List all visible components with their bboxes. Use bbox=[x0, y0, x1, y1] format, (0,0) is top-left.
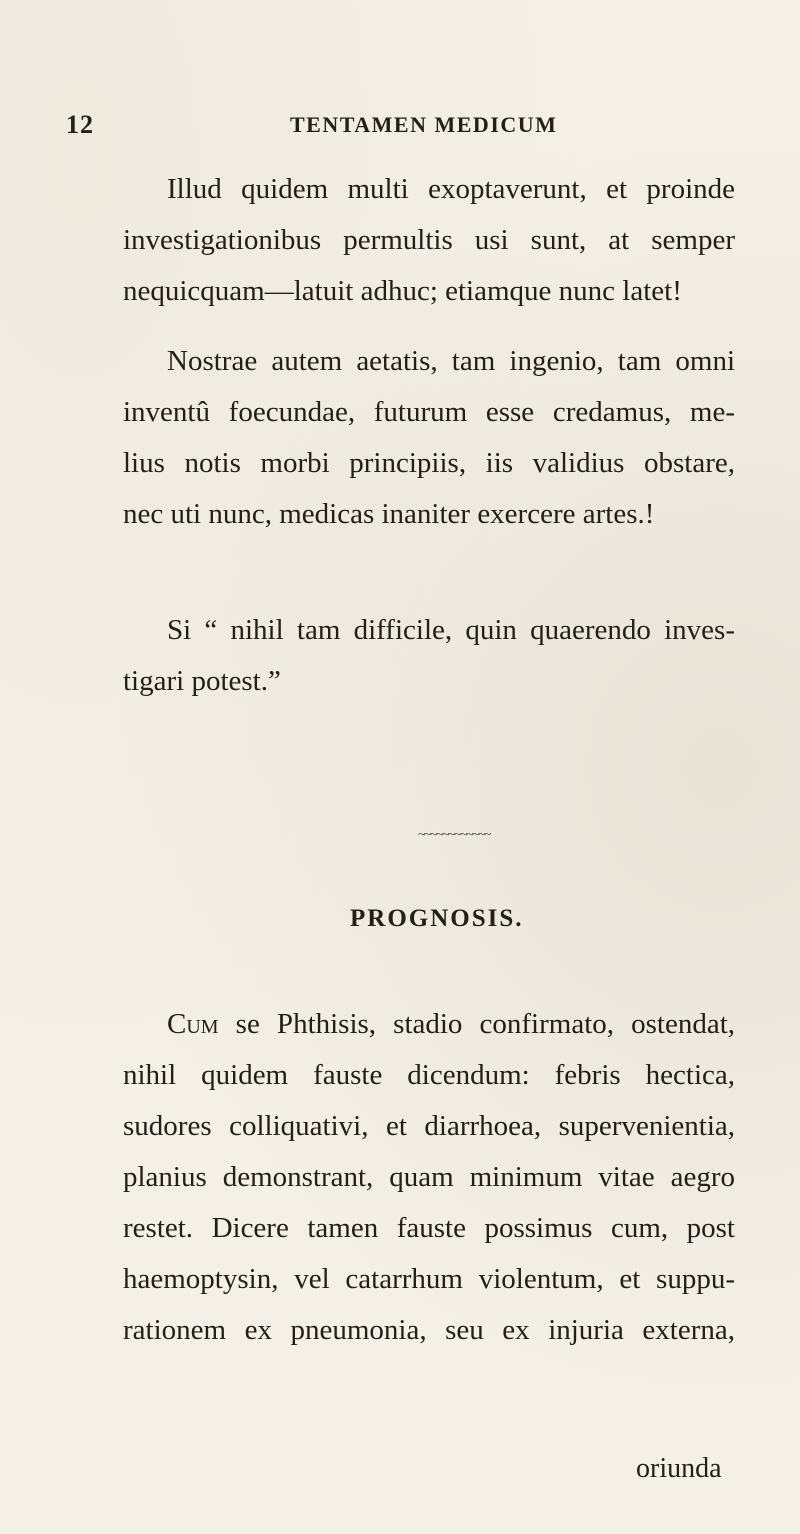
text-line: rationem ex pneumonia, seu ex injuria externa, bbox=[123, 1314, 735, 1346]
page-number: 12 bbox=[66, 110, 94, 139]
initial-word: Cum bbox=[167, 1008, 219, 1040]
running-head: TENTAMEN MEDICUM bbox=[290, 112, 558, 137]
text-line: inventû foecundae, futurum esse credamus, me- bbox=[123, 396, 735, 428]
text-line: nequicquam—latuit adhuc; etiamque nunc latet! bbox=[123, 275, 682, 307]
text-line: lius notis morbi principiis, iis validius obstare, bbox=[123, 447, 735, 479]
text-line bbox=[123, 999, 735, 1050]
paragraph-nostrae bbox=[123, 336, 735, 540]
text-line: tigari potest.” bbox=[123, 665, 281, 697]
text-line: investigationibus permultis usi sunt, at semper bbox=[123, 224, 735, 256]
decorative-rule: ~~~~~~~~~~~~ bbox=[418, 826, 491, 841]
paragraph-prognosis bbox=[123, 999, 735, 1356]
text-line: Nostrae autem aetatis, tam ingenio, tam omni bbox=[167, 345, 735, 377]
paragraph-quote bbox=[123, 605, 735, 707]
text-line: sudores colliquativi, et diarrhoea, supervenientia, bbox=[123, 1110, 735, 1142]
section-heading: PROGNOSIS. bbox=[350, 905, 524, 932]
text-line: nec uti nunc, medicas inaniter exercere artes.! bbox=[123, 498, 655, 530]
page-header bbox=[0, 110, 800, 150]
text-line: nihil quidem fauste dicendum: febris hectica, bbox=[123, 1059, 735, 1091]
text-line-rest: se Phthisis, stadio confirmato, ostendat, bbox=[218, 1008, 735, 1040]
catchword: oriunda bbox=[636, 1453, 722, 1484]
text-line: planius demonstrant, quam minimum vitae aegro bbox=[123, 1161, 735, 1193]
text-line: Si “ nihil tam difficile, quin quaerendo inves- bbox=[167, 614, 735, 646]
text-line: Illud quidem multi exoptaverunt, et proinde bbox=[167, 173, 735, 205]
text-line: haemoptysin, vel catarrhum violentum, et suppu- bbox=[123, 1263, 735, 1295]
paragraph-illud bbox=[123, 164, 735, 317]
text-line: restet. Dicere tamen fauste possimus cum, post bbox=[123, 1212, 735, 1244]
